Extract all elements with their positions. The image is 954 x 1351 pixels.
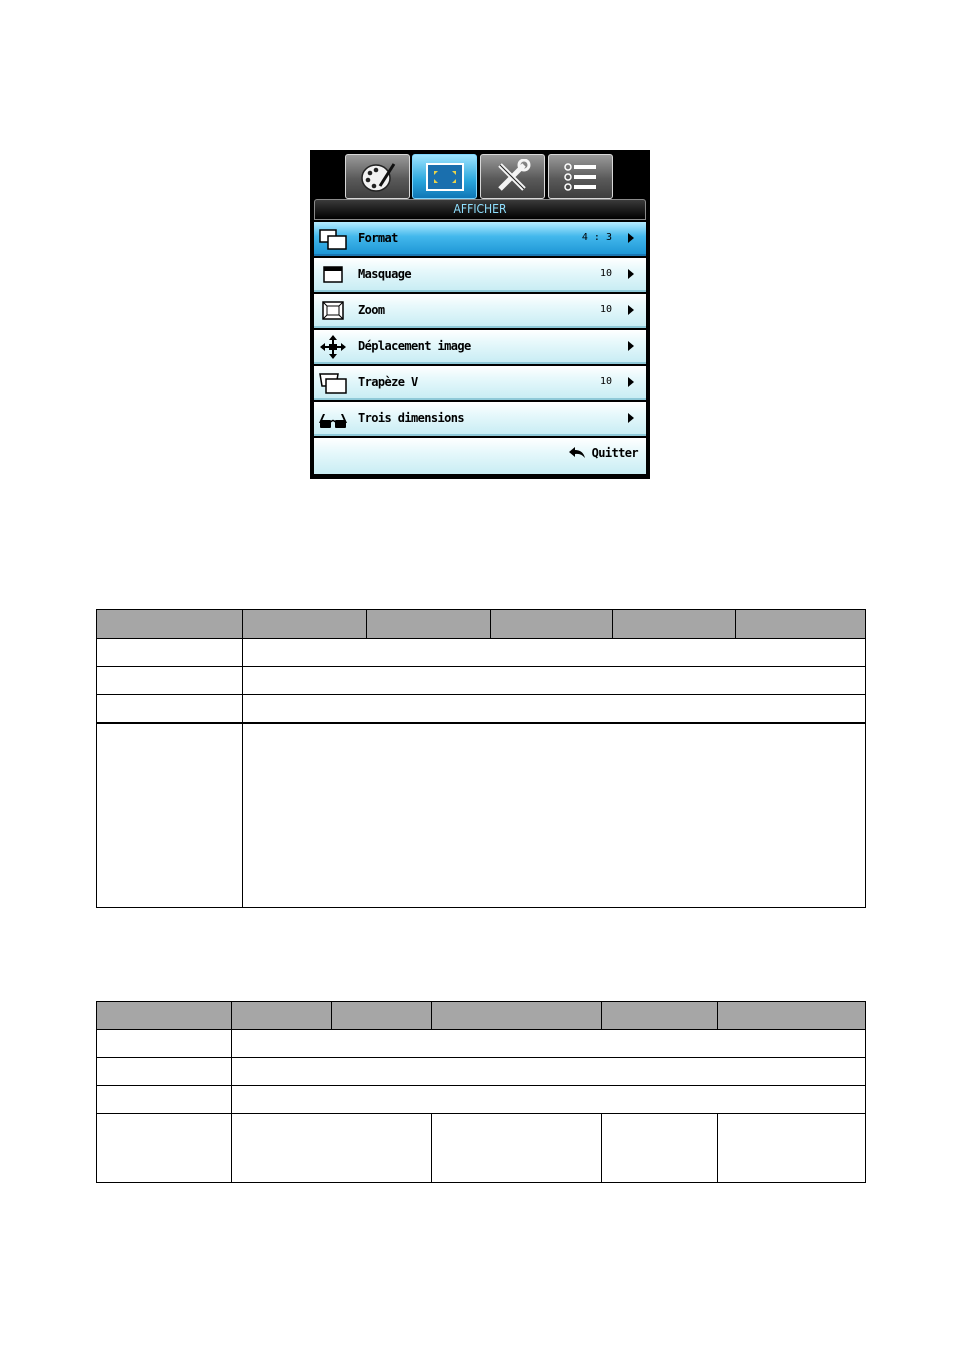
menu-item-trapeze-v[interactable]	[314, 366, 646, 400]
format-icon	[318, 227, 348, 251]
table-row	[97, 1030, 866, 1058]
tab-color[interactable]	[345, 154, 410, 199]
palette-icon	[360, 160, 396, 194]
menu-item-label: Zoom	[358, 303, 385, 317]
return-arrow-icon	[568, 447, 586, 459]
header-cell	[97, 610, 243, 639]
table-cell	[232, 1058, 866, 1086]
menu-item-masquage[interactable]	[314, 258, 646, 292]
table-row	[97, 1114, 866, 1183]
menu-item-label: Format	[358, 231, 398, 245]
chevron-right-icon	[628, 377, 634, 387]
table-cell	[97, 723, 243, 908]
table-cell	[232, 1114, 432, 1183]
tab-display[interactable]	[412, 154, 477, 199]
tools-icon	[494, 159, 532, 195]
chevron-right-icon	[628, 413, 634, 423]
tab-options[interactable]	[548, 154, 613, 199]
table-cell	[243, 695, 866, 723]
menu-item-value: 10	[599, 376, 612, 387]
table-cell	[243, 667, 866, 695]
header-cell	[243, 610, 367, 639]
chevron-right-icon	[628, 305, 634, 315]
header-cell	[491, 610, 613, 639]
menu-footer	[314, 438, 646, 474]
menu-item-label: Trapèze V	[358, 375, 418, 389]
menu-item-value: 4 : 3	[581, 232, 612, 243]
table-cell	[97, 667, 243, 695]
table-row	[97, 667, 866, 695]
table-cell	[432, 1114, 602, 1183]
chevron-right-icon	[628, 269, 634, 279]
header-cell	[432, 1002, 602, 1030]
header-cell	[602, 1002, 718, 1030]
table-cell	[97, 1114, 232, 1183]
menu-item-trois-dimensions[interactable]	[314, 402, 646, 436]
table-cell	[232, 1086, 866, 1114]
chevron-right-icon	[628, 341, 634, 351]
menu-item-zoom[interactable]	[314, 294, 646, 328]
masquage-icon	[318, 263, 348, 287]
table-row	[97, 1058, 866, 1086]
header-cell	[332, 1002, 432, 1030]
table-1	[96, 609, 866, 908]
table-cell	[97, 1086, 232, 1114]
quit-label: Quitter	[591, 446, 638, 460]
menu-item-value: 10	[599, 304, 612, 315]
table-2	[96, 1001, 866, 1183]
list-icon	[563, 162, 599, 192]
zoom-icon	[318, 299, 348, 323]
menu-item-label: Trois dimensions	[358, 411, 464, 425]
table-row	[97, 695, 866, 723]
header-cell	[367, 610, 491, 639]
tab-setup[interactable]	[480, 154, 545, 199]
table-cell	[97, 695, 243, 723]
table-cell	[243, 639, 866, 667]
osd-menu	[310, 150, 650, 479]
table-cell	[97, 1030, 232, 1058]
menu-title: AFFICHER	[314, 199, 646, 220]
table-cell	[602, 1114, 718, 1183]
menu-item-label: Masquage	[358, 267, 411, 281]
table-row	[97, 723, 866, 908]
header-cell	[736, 610, 866, 639]
menu-item-label: Déplacement image	[358, 339, 471, 353]
table-cell	[232, 1030, 866, 1058]
quit-button[interactable]	[568, 446, 638, 460]
menu-item-value: 10	[599, 268, 612, 279]
table-cell	[97, 1058, 232, 1086]
display-icon	[425, 161, 465, 193]
header-cell	[97, 1002, 232, 1030]
table-cell	[243, 723, 866, 908]
3d-glasses-icon	[318, 407, 348, 431]
header-cell	[718, 1002, 866, 1030]
table-cell	[97, 639, 243, 667]
table-row	[97, 639, 866, 667]
table-cell	[718, 1114, 866, 1183]
header-cell	[613, 610, 736, 639]
menu-item-deplacement-image[interactable]	[314, 330, 646, 364]
table-header-row	[97, 610, 866, 639]
chevron-right-icon	[628, 233, 634, 243]
keystone-icon	[318, 371, 348, 395]
header-cell	[232, 1002, 332, 1030]
menu-item-format[interactable]	[314, 222, 646, 256]
table-row	[97, 1086, 866, 1114]
move-icon	[318, 335, 348, 359]
table-header-row	[97, 1002, 866, 1030]
